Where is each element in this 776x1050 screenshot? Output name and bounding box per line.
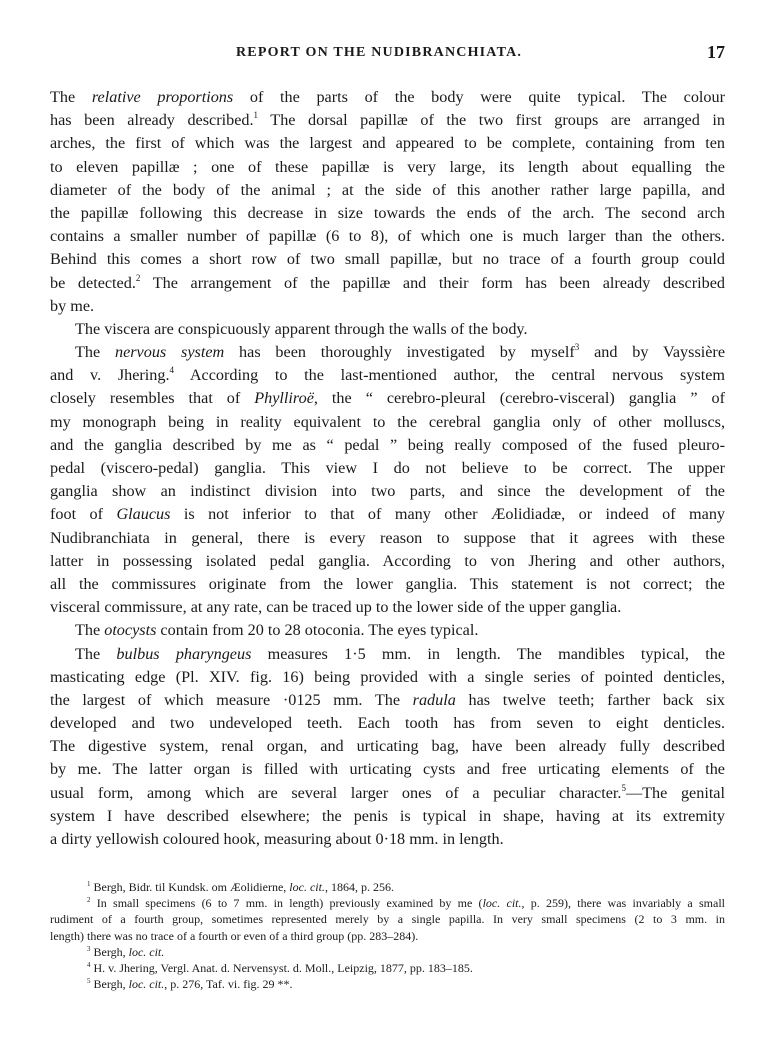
italic-term: loc. cit.	[128, 977, 165, 992]
text-run: The arrangement of the papillæ and their form has been already described	[140, 273, 725, 292]
text-line	[50, 341, 725, 364]
italic-term: loc. cit.	[128, 944, 165, 959]
text-run: Nudibranchiata in general, there is every reason to suppose that it agrees with these	[50, 528, 725, 547]
footnotes	[50, 879, 725, 992]
text-line	[50, 318, 725, 341]
text-run: my monograph being in reality equivalent to the cerebral ganglia only of other molluscs,	[50, 412, 725, 431]
paragraph	[50, 86, 725, 318]
text-line	[50, 596, 725, 619]
paragraph	[50, 643, 725, 852]
text-run: and the ganglia described by me as “ pedal ” being really composed of the fused pleuro-	[50, 435, 725, 454]
text-line	[50, 879, 725, 895]
text-line	[50, 976, 725, 992]
text-run: Bergh, Bidr. til Kundsk. om Æolidierne,	[90, 880, 290, 894]
text-line	[50, 895, 725, 911]
text-line	[50, 735, 725, 758]
text-line	[50, 550, 725, 573]
text-run: a dirty yellowish coloured hook, measuring about 0·18 mm. in length.	[50, 830, 504, 848]
text-line	[50, 480, 725, 503]
footnote	[50, 895, 725, 944]
text-line	[50, 225, 725, 248]
text-run: system I have described elsewhere; the penis is typical in shape, having at its extremity	[50, 806, 725, 825]
footnote-marker: 3	[574, 342, 580, 353]
page-number: 17	[707, 42, 725, 62]
text-line	[50, 643, 725, 666]
text-line	[50, 86, 725, 109]
text-run: The dorsal papillæ of the two first groups are arranged in	[258, 111, 725, 130]
text-run: by me.	[50, 296, 95, 315]
footnote	[50, 976, 725, 992]
text-run: closely resembles that of	[50, 389, 255, 408]
footnote-marker: 4	[87, 960, 91, 969]
text-run: —The genital	[625, 783, 725, 802]
text-line	[50, 666, 725, 689]
text-line	[50, 272, 725, 295]
text-line	[50, 248, 725, 271]
text-line	[50, 387, 725, 410]
text-line	[50, 527, 725, 550]
italic-term: nervous system	[114, 343, 225, 362]
footnote-marker: 5	[621, 782, 626, 793]
text-line	[50, 712, 725, 735]
italic-term: Phylliroë	[254, 389, 314, 408]
italic-term: loc. cit.	[482, 896, 522, 911]
text-run: contains a smaller number of papillæ (6 to 8), of which one is much larger than the others.	[50, 227, 725, 246]
footnote-marker: 1	[253, 110, 259, 121]
text-run: by me. The latter organ is filled with urticating cysts and free urticating elements of the	[50, 760, 725, 779]
text-line	[50, 573, 725, 596]
text-line	[50, 364, 725, 387]
footnote-marker: 1	[87, 880, 91, 888]
footnote	[50, 879, 725, 895]
text-run: Bergh,	[90, 977, 129, 992]
text-run: rudiment of a fourth group, sometimes represented merely by a single papilla. In very small specimens (2 to 3 mm. in	[50, 912, 725, 927]
text-run: measures 1·5 mm. in length. The mandibles typical, the	[251, 644, 726, 663]
text-line	[50, 132, 725, 155]
text-run: visceral commissure, at any rate, can be traced up to the lower side of the upper ganglia.	[50, 598, 622, 617]
text-line	[50, 156, 725, 179]
text-run: , p. 259), there was invariably a small	[521, 896, 726, 911]
text-run: foot of	[50, 505, 117, 524]
text-run: The	[50, 88, 92, 106]
footnote-marker: 3	[87, 944, 91, 953]
text-run: of the parts of the body were quite typical. The colour	[233, 88, 725, 106]
text-run: to eleven papillæ ; one of these papillæ is very large, its length about equalling the	[50, 157, 725, 176]
text-run: masticating edge (Pl. XIV. fig. 16) being provided with a single series of pointed denticles,	[50, 667, 725, 686]
text-run: has twelve teeth; farther back six	[455, 690, 725, 709]
text-run: be detected.	[50, 273, 136, 292]
italic-term: bulbus pharyngeus	[116, 644, 252, 663]
italic-term: radula	[412, 690, 456, 709]
text-run: The	[75, 644, 117, 663]
text-line	[50, 944, 725, 960]
text-run: length) there was no trace of a fourth or even of a third group (pp. 283–284).	[50, 928, 419, 943]
text-run: contain from 20 to 28 otoconia. The eyes typical.	[156, 621, 479, 640]
text-run: The viscera are conspicuously apparent through the walls of the body.	[75, 319, 528, 338]
text-line	[50, 782, 725, 805]
text-run: usual form, among which are several larger ones of a peculiar character.	[50, 783, 622, 802]
text-line	[50, 928, 725, 944]
text-run: The	[75, 343, 115, 362]
text-run: the largest of which measure ·0125 mm. The	[50, 690, 413, 709]
text-line	[50, 434, 725, 457]
text-line	[50, 109, 725, 132]
text-run: and v. Jhering.	[50, 366, 170, 385]
text-run: H. v. Jhering, Vergl. Anat. d. Nervensyst. d. Moll., Leipzig, 1877, pp. 183–185.	[90, 960, 473, 975]
italic-term: otocysts	[104, 621, 157, 640]
paragraph	[50, 619, 725, 642]
footnote-marker: 5	[87, 977, 91, 986]
text-run: The	[75, 621, 105, 640]
footnote-marker: 2	[87, 896, 91, 905]
text-line	[50, 960, 725, 976]
text-run: all the commissures originate from the lower ganglia. This statement is not correct; the	[50, 574, 725, 593]
text-run: ganglia show an indistinct division into two parts, and since the development of the	[50, 482, 725, 501]
text-run: and by Vayssière	[579, 343, 726, 362]
text-run: , p. 276, Taf. vi. fig. 29 **.	[164, 977, 293, 992]
text-run: Bergh,	[90, 944, 129, 959]
footnote	[50, 944, 725, 960]
text-line	[50, 805, 725, 828]
text-line	[50, 202, 725, 225]
text-run: , the “ cerebro-pleural (cerebro-visceral) ganglia ” of	[313, 389, 725, 408]
footnote-marker: 4	[169, 365, 175, 376]
paragraph	[50, 318, 725, 341]
text-run: has been thoroughly investigated by myself	[224, 343, 575, 362]
text-run: Behind this comes a short row of two small papillæ, but no trace of a fourth group could	[50, 250, 725, 269]
text-run: According to the last-mentioned author, the central nervous system	[174, 366, 725, 385]
text-run: pedal (viscero-pedal) ganglia. This view I do not believe to be correct. The upper	[50, 459, 725, 477]
text-line	[50, 619, 725, 642]
text-run: is not inferior to that of many other Æolidiadæ, or indeed of many	[170, 505, 726, 524]
text-run: The digestive system, renal organ, and urticating bag, have been already fully described	[50, 737, 725, 756]
text-run: has been already described.	[50, 111, 254, 130]
text-run: latter in possessing isolated pedal ganglia. According to von Jhering and other authors,	[50, 551, 725, 570]
page-header	[50, 42, 725, 65]
text-run: arches, the first of which was the largest and appeared to be complete, containing from ten	[50, 134, 725, 153]
text-line	[50, 411, 725, 434]
text-run: the papillæ following this decrease in size towards the ends of the arch. The second arch	[50, 203, 725, 222]
running-title: REPORT ON THE NUDIBRANCHIATA.	[236, 45, 523, 60]
italic-term: relative proportions	[91, 88, 234, 106]
text-line	[50, 758, 725, 781]
text-run: , 1864, p. 256.	[324, 880, 394, 894]
italic-term: Glaucus	[116, 505, 171, 524]
text-line	[50, 295, 725, 318]
text-line	[50, 503, 725, 526]
text-run: diameter of the body of the animal ; at the side of this another rather large papilla, and	[50, 180, 725, 199]
footnote	[50, 960, 725, 976]
body-text	[50, 86, 725, 851]
text-run: developed and two undeveloped teeth. Each tooth has from seven to eight denticles.	[50, 714, 725, 733]
text-line	[50, 689, 725, 712]
text-line	[50, 179, 725, 202]
text-line	[50, 828, 725, 851]
paragraph	[50, 341, 725, 619]
footnote-marker: 2	[135, 272, 141, 283]
text-line	[50, 457, 725, 480]
text-line	[50, 911, 725, 927]
italic-term: loc. cit.	[289, 880, 325, 894]
text-run: In small specimens (6 to 7 mm. in length) previously examined by me (	[90, 896, 483, 911]
